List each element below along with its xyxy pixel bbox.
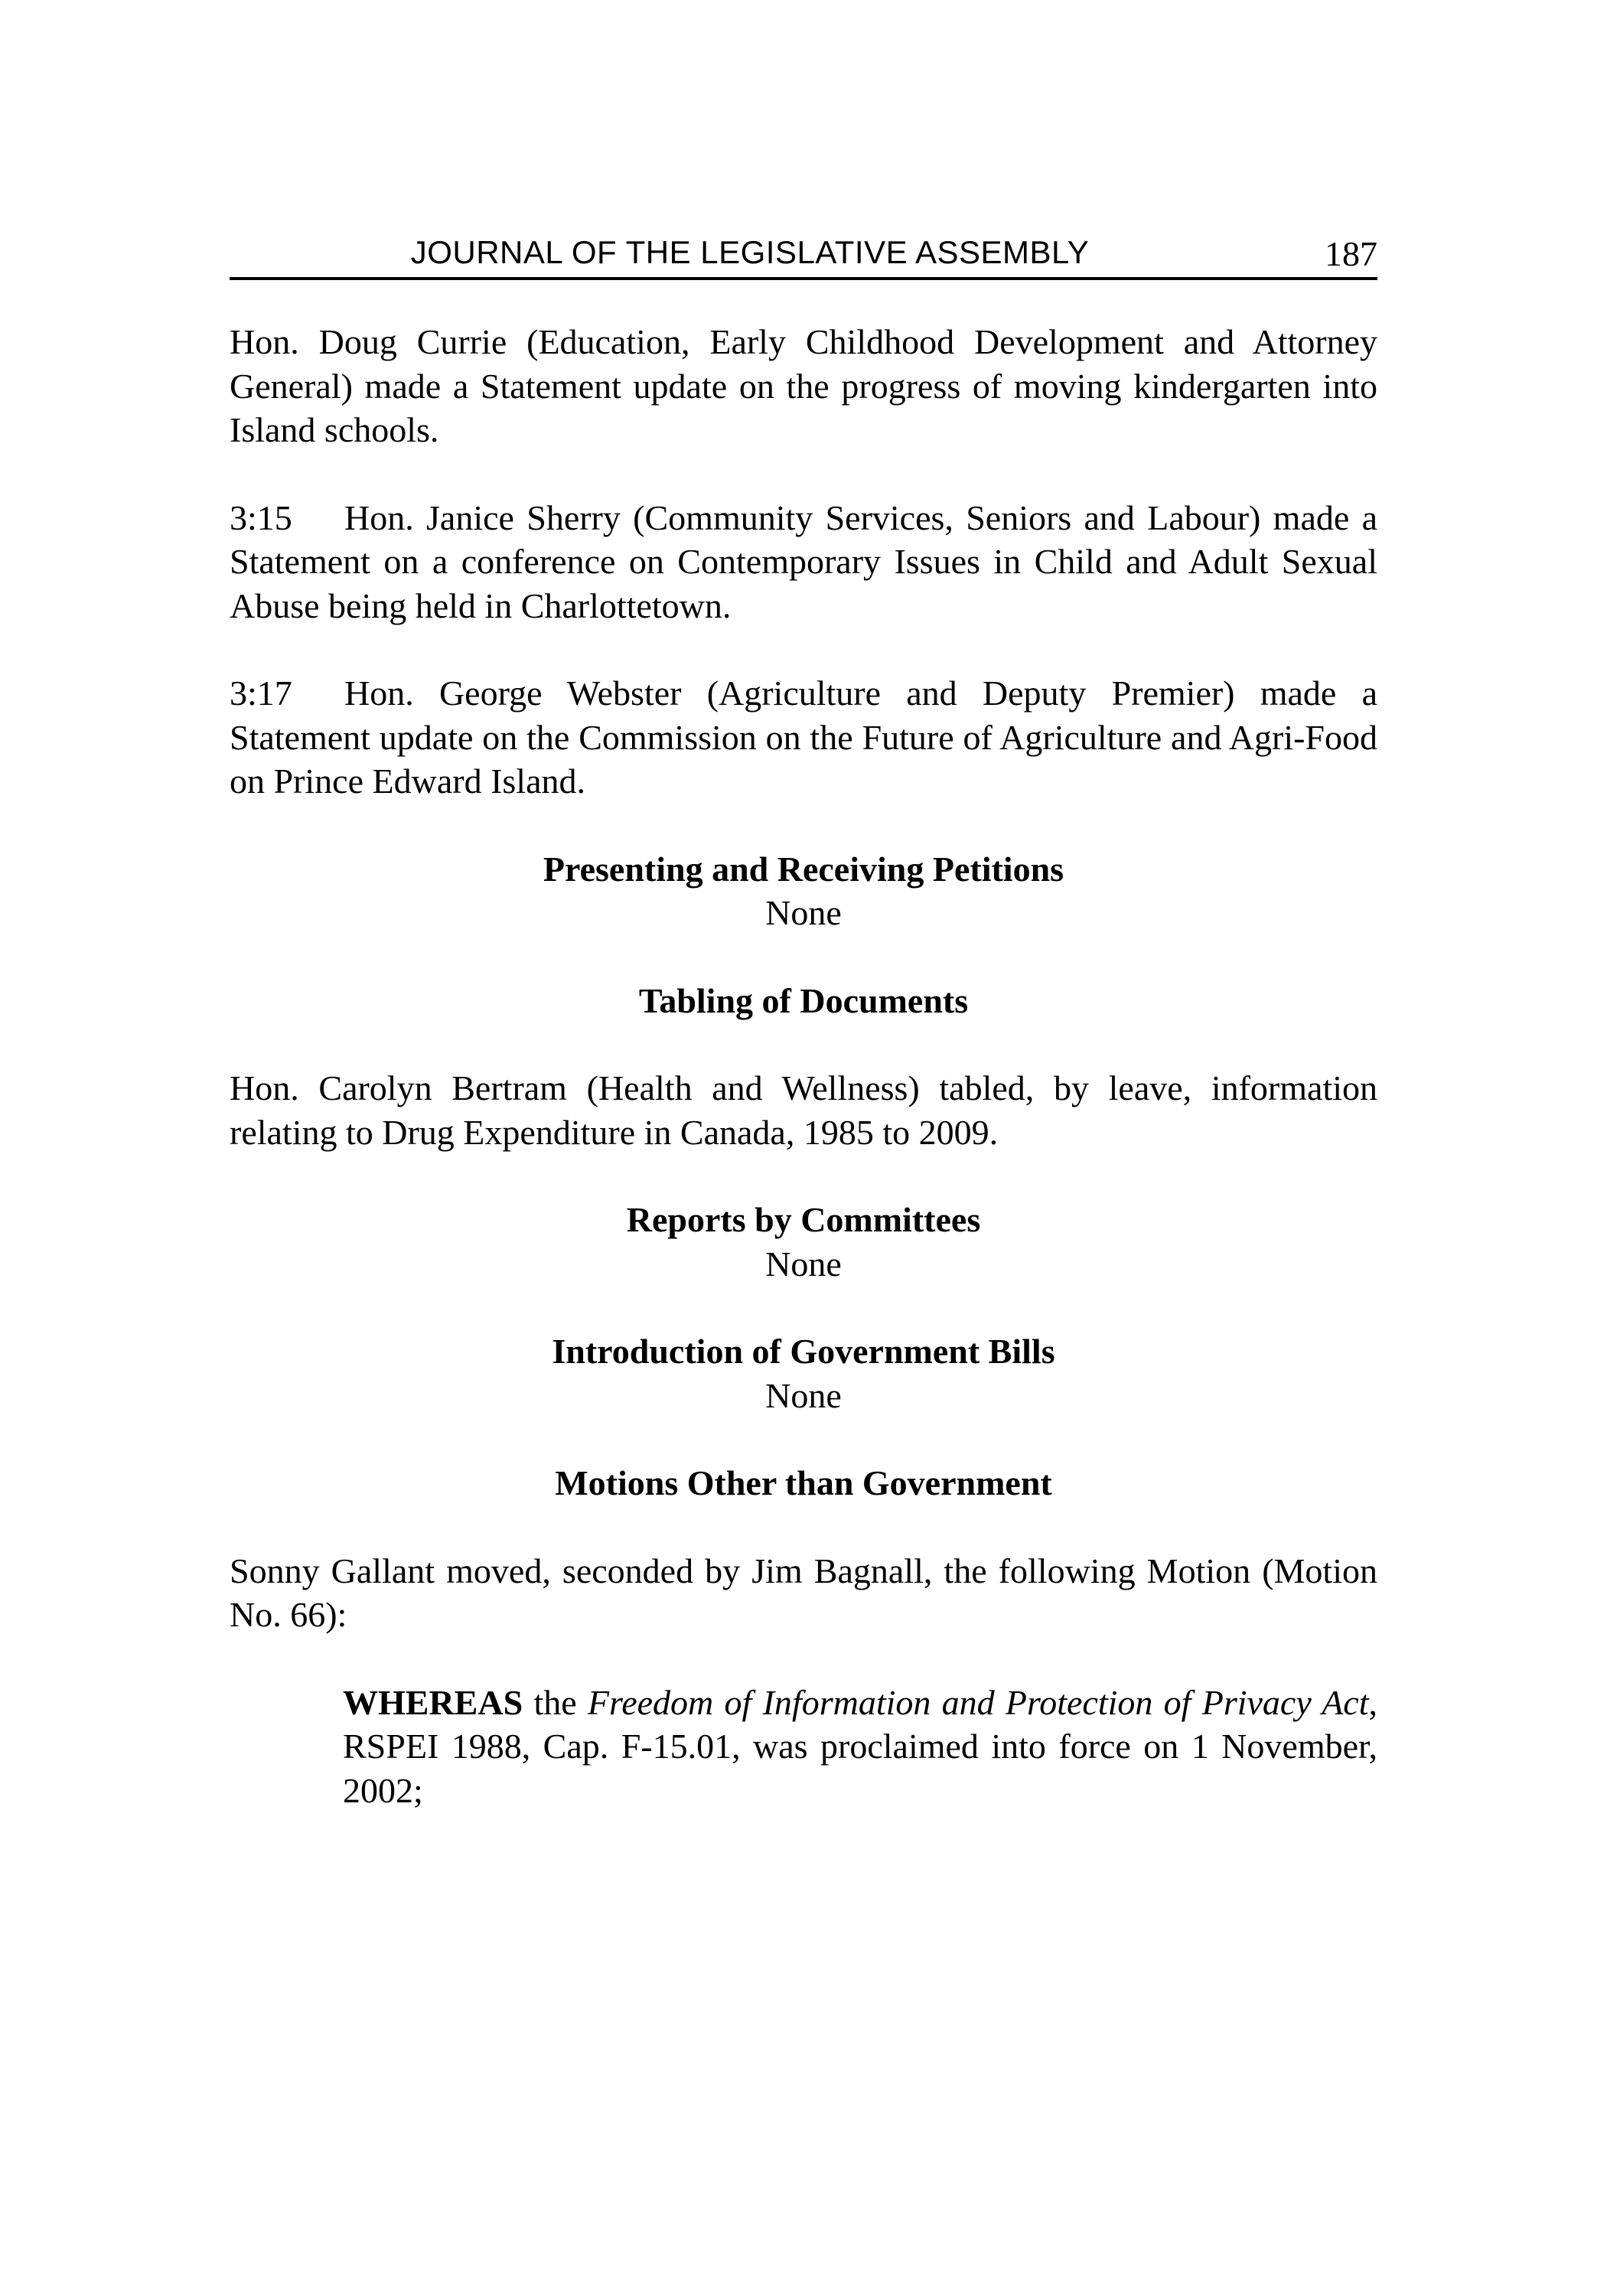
heading-government-bills: Introduction of Government Bills [552,1332,1055,1371]
statement-webster [230,671,1377,804]
motion-text: Sonny Gallant moved, seconded by Jim Bagnall, the following Motion (Motion No. 66): [230,1551,1377,1634]
act-title: Freedom of Information and Protection of Privacy Act [587,1682,1369,1722]
statement-sherry [230,496,1377,628]
heading-motions: Motions Other than Government [555,1463,1052,1502]
tabling-text: Hon. Carolyn Bertram (Health and Wellness) tabled, by leave, information relating to Drug Expenditure in Canada, 1985 to 2009. [230,1068,1377,1152]
statement-currie: Hon. Doug Currie (Education, Early Childhood Development and Attorney General) made a Statement update on the progress of moving kindergarten into Island schools. [230,322,1377,449]
time-stamp: 3:15 [230,497,292,537]
statement-text: Hon. Janice Sherry (Community Services, Seniors and Labour) made a Statement on a conference on Contemporary Issues in Child and Adult Sexual Abuse being held in Charlottetown. [230,497,1377,625]
page-content [230,320,1377,1812]
section-tabling [230,979,1377,1023]
government-bills-status: None [765,1375,842,1415]
heading-committees: Reports by Committees [626,1200,981,1239]
time-stamp: 3:17 [230,673,292,713]
section-motions [230,1461,1377,1505]
whereas-clause [230,1681,1377,1813]
whereas-rest: , RSPEI 1988, Cap. F-15.01, was proclaimed into force on 1 November, 2002; [343,1682,1377,1810]
journal-title: JOURNAL OF THE LEGISLATIVE ASSEMBLY [410,234,1090,270]
statement-text: Hon. George Webster (Agriculture and Deputy Premier) made a Statement update on the Commission on the Future of Agriculture and Agri-Food on Prince Edward Island. [230,673,1377,801]
heading-tabling: Tabling of Documents [638,980,969,1020]
page-header [230,230,1377,280]
whereas-the: the [523,1682,588,1722]
committees-status: None [765,1244,842,1283]
section-government-bills [230,1329,1377,1417]
petitions-status: None [765,893,842,932]
heading-petitions: Presenting and Receiving Petitions [543,849,1064,889]
whereas-keyword: WHEREAS [343,1682,523,1722]
section-committees [230,1198,1377,1286]
page-number: 187 [1325,234,1377,273]
section-petitions [230,847,1377,935]
